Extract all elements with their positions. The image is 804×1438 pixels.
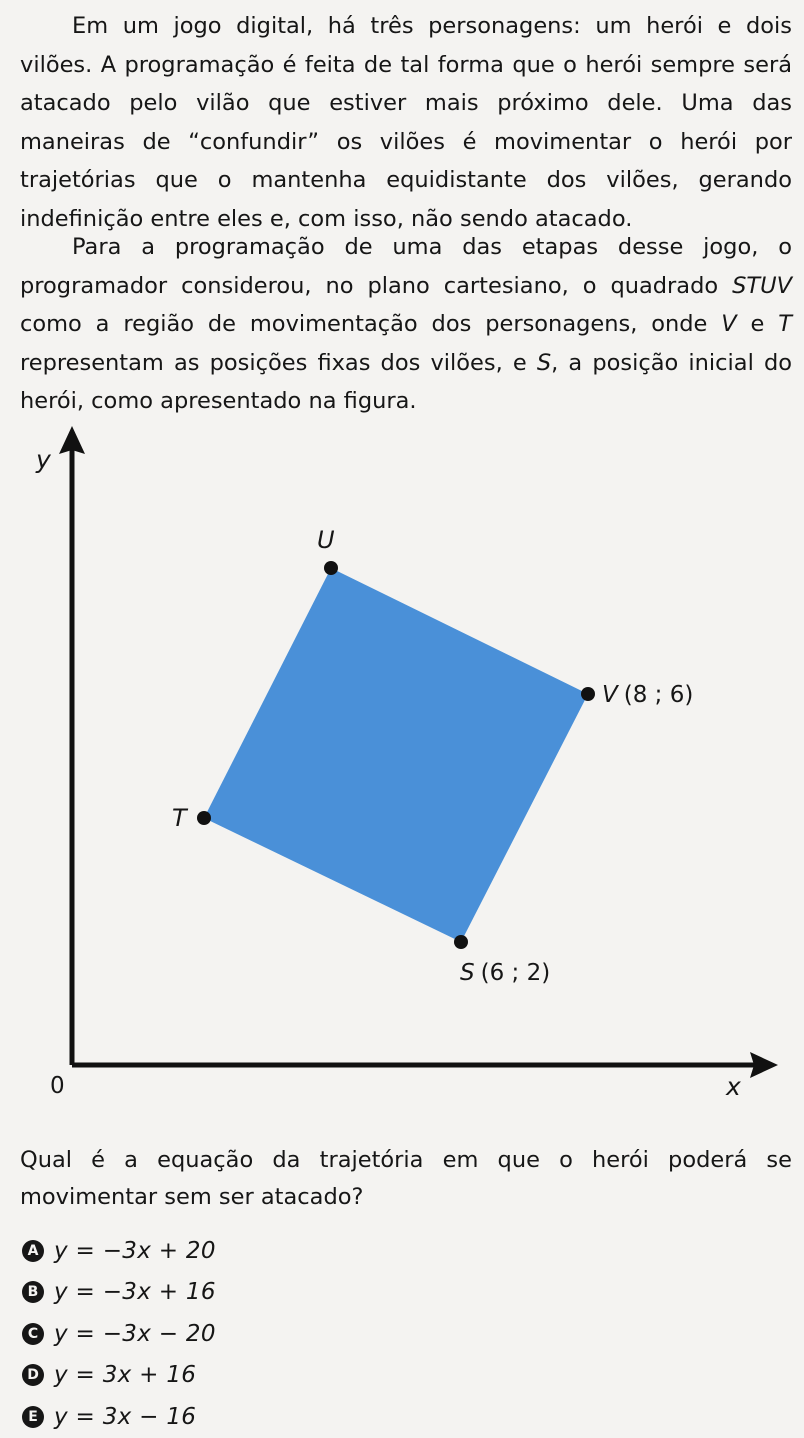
intro-paragraph: [20, 7, 792, 239]
answer-options: [22, 1230, 216, 1438]
point-t-label: T: [172, 804, 187, 832]
option-e[interactable]: [22, 1396, 216, 1438]
option-c[interactable]: [22, 1313, 216, 1355]
option-b[interactable]: [22, 1272, 216, 1314]
setup-text-g: representam as posições fixas dos vilões, e: [20, 349, 537, 376]
option-d[interactable]: [22, 1355, 216, 1397]
setup-text-c: como a região de movimentação dos personagens, onde: [20, 311, 722, 338]
intro-text: Em um jogo digital, há três personagens: um herói e dois vilões. A programação é feita de tal forma que o herói sempre será atacado pelo vilão que estiver mais próximo dele. Uma das maneiras de “confundir” os vilões é movimentar o herói por trajetórias que o mantenha equidistante dos vilões, gerando indefinição entre eles e, com isso, não sendo atacado.: [20, 13, 792, 232]
point-v-ref: V: [721, 311, 737, 338]
point-s-name: S: [460, 960, 475, 986]
question-text: Qual é a equação da trajetória em que o herói poderá se movimentar sem ser atacado?: [20, 1147, 792, 1210]
x-axis-label: x: [726, 1072, 741, 1101]
origin-label: 0: [50, 1073, 65, 1099]
option-a[interactable]: [22, 1230, 216, 1272]
point-s-label: [460, 960, 550, 986]
cartesian-figure: [0, 418, 804, 1130]
option-a-badge: A: [22, 1240, 44, 1262]
x-axis-arrow: [750, 1052, 778, 1078]
y-axis-label: y: [36, 445, 51, 474]
point-t-ref: T: [778, 311, 792, 338]
point-v-label: [602, 682, 693, 708]
setup-paragraph: [20, 228, 792, 421]
option-b-text: y = −3x + 16: [54, 1279, 216, 1306]
point-v-coord: (8 ; 6): [623, 682, 694, 708]
option-a-text: y = −3x + 20: [54, 1237, 216, 1264]
option-b-badge: B: [22, 1281, 44, 1303]
point-u-label: U: [317, 526, 335, 554]
option-e-badge: E: [22, 1406, 44, 1428]
option-e-text: y = 3x − 16: [54, 1403, 197, 1430]
point-s-coord: (6 ; 2): [480, 960, 551, 986]
point-v-name: V: [602, 682, 618, 708]
y-axis-arrow: [59, 426, 85, 454]
option-c-text: y = −3x − 20: [54, 1320, 216, 1347]
square-name: STUV: [732, 272, 792, 299]
square-stuv: [204, 568, 588, 942]
point-t-marker: [197, 811, 211, 825]
point-u-marker: [324, 561, 338, 575]
option-c-badge: C: [22, 1323, 44, 1345]
point-v-marker: [581, 687, 595, 701]
point-s-marker: [454, 935, 468, 949]
setup-text-i: , a posição inicial do herói, como apresentado na figura.: [20, 349, 793, 415]
setup-text-a: Para a programação de uma das etapas desse jogo, o programador considerou, no plano cartesiano, o quadrado: [20, 234, 792, 299]
option-d-text: y = 3x + 16: [54, 1362, 197, 1389]
option-d-badge: D: [22, 1364, 44, 1386]
point-s-ref: S: [536, 349, 552, 376]
setup-text-e: e: [736, 311, 779, 338]
